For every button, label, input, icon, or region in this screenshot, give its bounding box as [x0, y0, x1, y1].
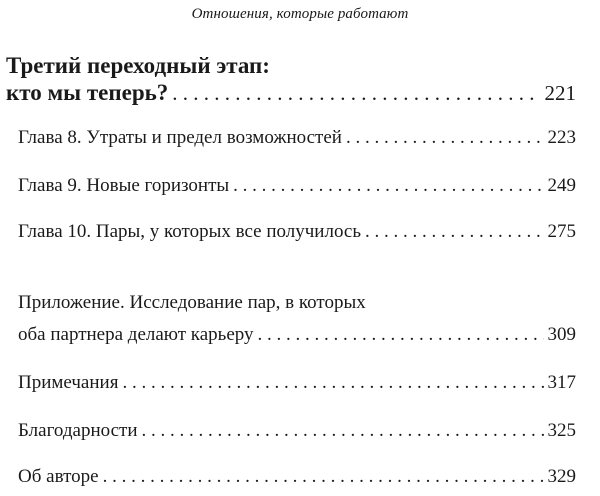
dot-leader — [172, 81, 540, 106]
page-number: 317 — [547, 372, 576, 393]
toc-entry-chapter-10[interactable] — [18, 221, 576, 243]
back-matter-title: Об авторе — [18, 466, 99, 487]
part-title-line1: Третий переходный этап: — [6, 53, 270, 78]
running-header: Отношения, которые работают — [191, 6, 409, 22]
page-number: 329 — [547, 466, 576, 487]
chapter-title: Глава 8. Утраты и предел возможностей — [18, 127, 342, 148]
toc-entry-about-author[interactable] — [18, 466, 576, 488]
dot-leader — [103, 466, 544, 488]
toc-entry-chapter-8[interactable] — [18, 127, 576, 149]
toc-entry-acknowledgements[interactable] — [18, 420, 576, 442]
part-heading — [6, 53, 576, 79]
dot-leader — [233, 175, 543, 197]
dot-leader — [346, 127, 544, 149]
page-number: 249 — [547, 175, 576, 196]
part-title-line2: кто мы теперь? — [6, 80, 169, 105]
page-number: 309 — [547, 324, 576, 345]
toc-entry-part-3[interactable] — [6, 80, 576, 106]
toc-entry-notes[interactable] — [18, 372, 576, 394]
page-number: 325 — [547, 420, 576, 441]
appendix-title-line1: Приложение. Исследование пар, в которых — [18, 292, 366, 313]
toc-entry-chapter-9[interactable] — [18, 175, 576, 197]
page-number: 221 — [544, 81, 576, 105]
back-matter-title: Примечания — [18, 372, 119, 393]
chapter-title: Глава 9. Новые горизонты — [18, 175, 230, 196]
chapter-title: Глава 10. Пары, у которых все получилось — [18, 221, 362, 242]
page-number: 275 — [547, 221, 576, 242]
toc-entry-appendix[interactable] — [18, 324, 576, 346]
dot-leader — [122, 372, 543, 394]
dot-leader — [142, 420, 544, 442]
dot-leader — [258, 324, 544, 346]
dot-leader — [365, 221, 543, 243]
appendix-title-line2: оба партнера делают карьеру — [18, 324, 254, 345]
back-matter-title: Благодарности — [18, 420, 138, 441]
page-number: 223 — [547, 127, 576, 148]
